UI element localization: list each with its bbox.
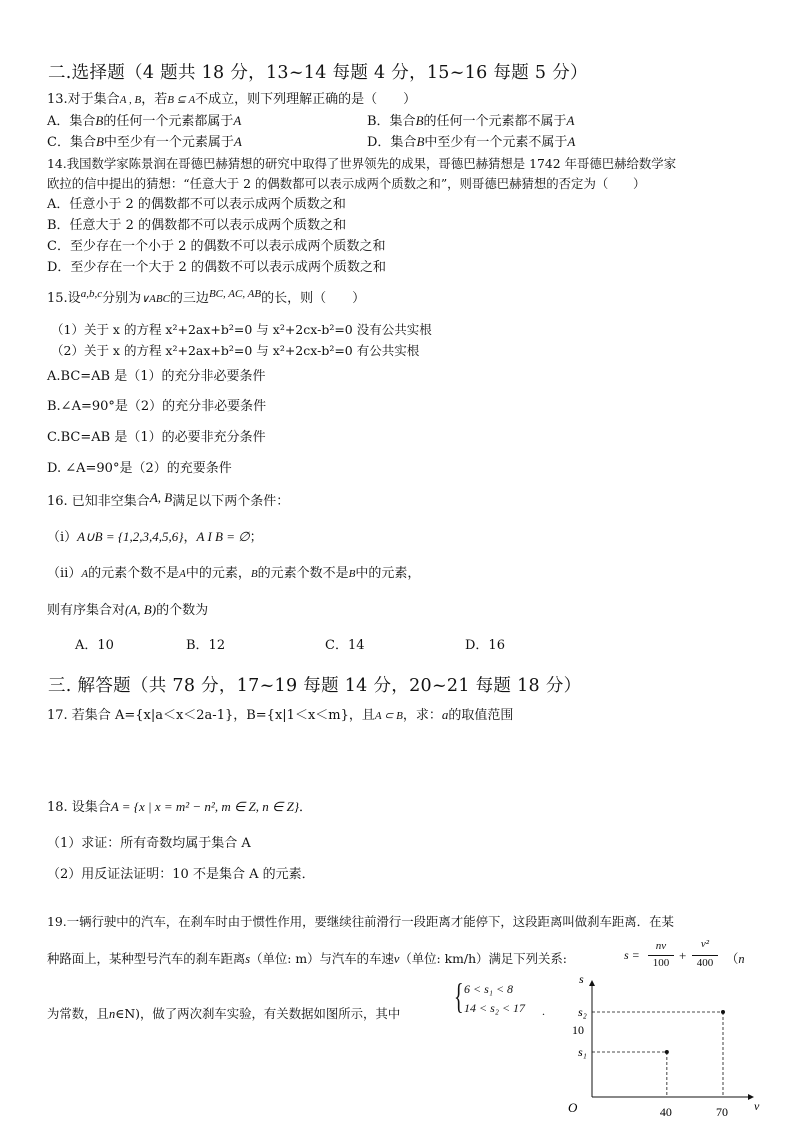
q19-l3-mid: ∈N)，做了两次刹车实验，有关数据如图所示，其中 (115, 1006, 401, 1021)
q16-c2-b: B (250, 568, 258, 580)
data-point-1 (665, 1050, 669, 1054)
q16-c2-t3: 的元素个数不是 (257, 566, 349, 581)
q16-option-c[interactable]: C．14 (325, 638, 365, 653)
q19-frac1-bar (648, 955, 674, 956)
q19-frac2-bar (692, 955, 718, 956)
section3-title: 三. 解答题（共 78 分，17~19 每题 14 分，20~21 每题 18 分） (48, 676, 582, 696)
q13-a-mid: 的任何一个元素都属于 (103, 114, 234, 129)
q14-stem-line1: 14.我国数学家陈景润在哥德巴赫猜想的研究中取得了世界领先的成果，哥德巴赫猜想是 1742 年哥德巴赫给数学家 (47, 156, 677, 171)
q19-brace: { (454, 976, 464, 1016)
q13-b-pre: B．集合 (367, 114, 416, 129)
q16-c2-b2: B (348, 568, 356, 580)
q13-sets: A , B (119, 94, 142, 106)
q18-part-2: （2）用反证法证明：10 不是集合 A 的元素． (47, 867, 315, 882)
q19-chart (560, 972, 760, 1120)
y-tick-label-2: 10 (572, 1023, 584, 1037)
q16-ask-post: 的个数为 (156, 603, 209, 618)
q13-b-var: B (415, 113, 424, 128)
q18-stem (47, 798, 312, 817)
q19-frac2-num: v² (700, 938, 710, 950)
q13-d-end: A (567, 134, 576, 149)
q13-a-var: B (95, 113, 104, 128)
q19-l2-n: n (738, 952, 745, 966)
q19-l2-v: v (393, 952, 400, 966)
y-axis-label: s (579, 972, 584, 986)
q16-option-b[interactable]: B．12 (186, 638, 226, 653)
q19-l2-pre: 种路面上，某种型号汽车的刹车距离 (47, 951, 246, 966)
q19-l2-mid1: （单位: m）与汽车的车速 (250, 951, 394, 966)
q16-ask-pre: 则有序集合对 (47, 603, 126, 618)
q19-ineq-end: . (542, 1004, 545, 1018)
q16-ask (47, 601, 208, 620)
q17-stem (47, 706, 513, 725)
q19-l3-n: n (108, 1007, 116, 1021)
q16-c2-a2: A (179, 568, 186, 580)
q13-a-pre: A．集合 (47, 114, 96, 129)
q16-condition-1 (47, 528, 263, 547)
q15-condition-2: （2）关于 x 的方程 x²+2ax+b²=0 与 x²+2cx-b²=0 有公共实根 (51, 343, 420, 358)
q16-stem-pre: 16. 已知非空集合 (47, 494, 150, 509)
q16-c2-t2: 中的元素， (185, 566, 251, 581)
q15-stem-post: 的长，则（ ） (261, 291, 366, 306)
q16-option-a[interactable]: A．10 (75, 638, 114, 653)
q16-condition-2 (47, 565, 420, 583)
y-tick-label-1: s₁ (578, 1045, 587, 1059)
q18-part-1: （1）求证：所有奇数均属于集合 A (47, 836, 251, 851)
q13-a-end: A (233, 113, 242, 128)
q13-stem (47, 91, 416, 109)
q13-c-pre: C．集合 (47, 135, 96, 150)
q14-stem-line2: 欧拉的信中提出的猜想：“任意大于 2 的偶数都可以表示成两个质数之和”，则哥德巴赫猜想的否定为（ ） (47, 176, 646, 191)
q13-c-var: B (95, 134, 104, 149)
q15-triangle: ∨ABC (141, 293, 170, 305)
x-tick-label-1: 40 (659, 1105, 672, 1119)
section2-title: 二.选择题（4 题共 18 分，13~14 每题 4 分，15~16 每题 5 分） (48, 63, 588, 83)
q19-inequality-system (454, 976, 554, 1022)
q19-ineq2: 14 < s₂ < 17 (464, 1001, 526, 1015)
q15-option-a[interactable]: A.BC=AB 是（1）的充分非必要条件 (47, 369, 266, 384)
q19-formula-plus: + (679, 948, 687, 963)
q14-option-c[interactable]: C．至少存在一个小于 2 的偶数不可以表示成两个质数之和 (47, 239, 386, 254)
q14-option-b[interactable]: B．任意大于 2 的偶数都不可以表示成两个质数之和 (47, 218, 347, 233)
q19-frac2-den: 400 (696, 957, 714, 969)
q16-c1-end: ； (249, 530, 263, 545)
q19-l2-paren: （ (726, 951, 739, 966)
q15-stem-pre: 15.设 (47, 291, 81, 306)
q13-b-mid: 的任何一个元素都不属于 (423, 114, 567, 129)
q15-stem-mid: 分别为 (102, 291, 142, 306)
q15-vars: a,b,c (80, 288, 103, 300)
q18-stem-post: ． (299, 800, 313, 815)
q15-sides: BC, AC, AB (208, 288, 262, 300)
y-axis-arrow (589, 980, 595, 986)
q16-stem-post: 满足以下两个条件： (172, 494, 290, 509)
q19-stem-line1: 19.一辆行驶中的汽车，在刹车时由于惯性作用，要继续往前滑行一段距离才能停下，这段距离叫做刹车距离．在某 (47, 914, 674, 929)
q14-option-d[interactable]: D．至少存在一个大于 2 的偶数不可以表示成两个质数之和 (47, 260, 386, 275)
q19-stem-line3 (47, 1005, 400, 1023)
q16-stem (47, 492, 289, 511)
q16-c1-sep: ， (183, 530, 197, 545)
q17-subset: A ⊂ B (374, 710, 403, 722)
q13-option-c[interactable] (47, 133, 242, 152)
q16-c2-label: （ⅱ） (47, 566, 82, 581)
q19-frac1-den: 100 (652, 957, 670, 969)
q19-l3-pre: 为常数，且 (47, 1006, 109, 1021)
q16-c2-t4: 中的元素， (355, 566, 421, 581)
q16-c2-a: A (81, 568, 89, 580)
q15-stem (47, 290, 365, 308)
data-point-2 (721, 1010, 725, 1014)
q13-b-end: A (566, 113, 575, 128)
q19-l2-s: s (245, 952, 251, 966)
q17-var: a (441, 707, 449, 722)
y-tick-label-3: s₂ (578, 1005, 587, 1019)
q15-option-b[interactable]: B.∠A=90°是（2）的充分非必要条件 (47, 399, 267, 414)
q13-d-var: B (416, 134, 425, 149)
q19-frac1-num: nv (655, 940, 667, 952)
q13-c-end: A (233, 134, 242, 149)
q17-stem-pre: 17. 若集合 A={x|a＜x＜2a-1}，B={x|1＜x＜m}，且 (47, 708, 375, 723)
q15-option-c[interactable]: C.BC=AB 是（1）的必要非充分条件 (47, 430, 266, 445)
q19-l2-mid2: （单位: km/h）满足下列关系: (399, 951, 567, 966)
q13-d-mid: 中至少有一个元素不属于 (424, 135, 568, 150)
x-tick-label-2: 70 (716, 1105, 728, 1119)
q18-stem-pre: 18. 设集合 (47, 800, 111, 815)
q16-c1-intersection: A I B = ∅ (196, 529, 250, 544)
q13-stem-post: 不成立，则下列理解正确的是（ ） (195, 92, 417, 107)
q16-c1-union: A∪B = {1,2,3,4,5,6} (77, 529, 184, 544)
q19-l2-end (726, 950, 745, 968)
q15-option-d[interactable]: D. ∠A=90°是（2）的充要条件 (47, 461, 232, 476)
q16-c1-label: （ⅰ） (47, 530, 78, 545)
q13-d-pre: D．集合 (367, 135, 417, 150)
q15-stem-mid2: 的三边 (169, 291, 209, 306)
q13-option-d[interactable] (367, 133, 575, 152)
q16-c2-t1: 的元素个数不是 (88, 566, 180, 581)
q19-formula-s: s = (624, 948, 640, 962)
q13-stem-pre: 13.对于集合 (47, 92, 120, 107)
q13-stem-mid: ，若 (141, 92, 168, 107)
q17-stem-mid: ，求： (402, 708, 442, 723)
q19-ineq1: 6 < s₁ < 8 (464, 982, 514, 996)
q14-option-a[interactable]: A．任意小于 2 的偶数都不可以表示成两个质数之和 (47, 197, 346, 212)
q13-option-a[interactable] (47, 112, 241, 131)
x-axis-label: v (754, 1099, 760, 1113)
origin-label: O (568, 1100, 578, 1115)
q13-c-mid: 中至少有一个元素属于 (103, 135, 234, 150)
q16-option-d[interactable]: D．16 (465, 638, 505, 653)
q13-option-b[interactable] (367, 112, 574, 131)
q16-ask-pair: (A, B) (125, 602, 157, 617)
q15-condition-1: （1）关于 x 的方程 x²+2ax+b²=0 与 x²+2cx-b²=0 没有公共实根 (51, 322, 432, 337)
q18-set: A = {x | x = m² − n², m ∈ Z, n ∈ Z} (110, 799, 300, 814)
q19-stem-line2 (47, 950, 567, 968)
q17-stem-post: 的取值范围 (448, 708, 514, 723)
q13-condition: B ⊆ A (167, 94, 196, 106)
q16-sets: A, B (149, 490, 173, 505)
